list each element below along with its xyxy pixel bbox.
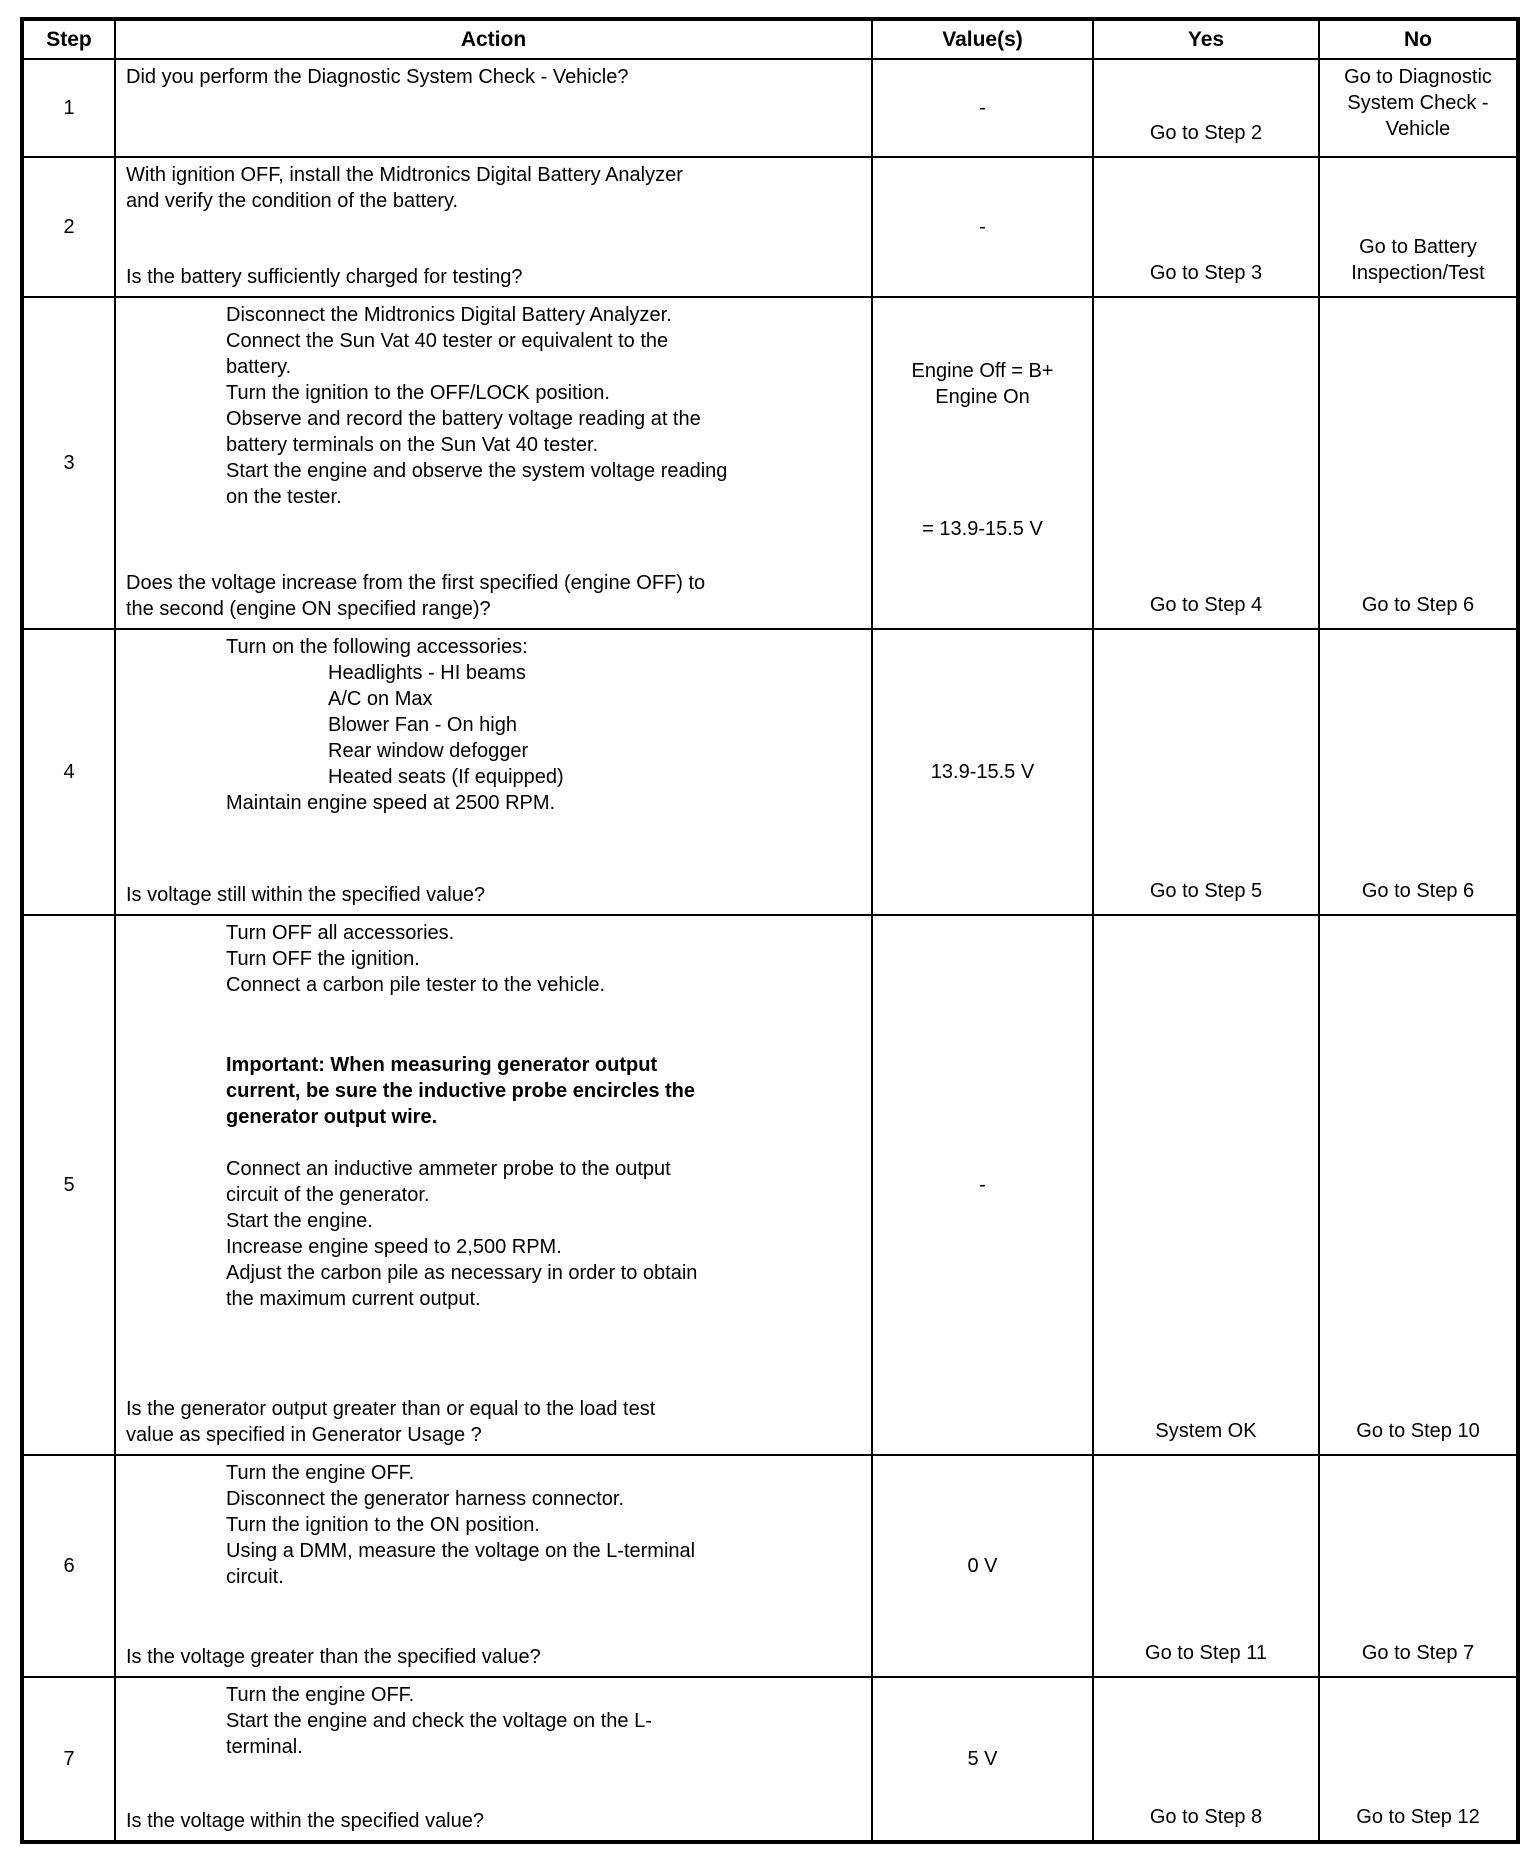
action-question: Does the voltage increase from the first specified (engine OFF) to the second (engine ON specified range)? xyxy=(126,572,706,620)
step-number: 2 xyxy=(22,157,115,297)
table-row-step-1 xyxy=(22,59,1518,157)
yes-cell: Go to Step 8 xyxy=(1093,1677,1319,1842)
step-number: 6 xyxy=(22,1455,115,1677)
action-question: Is voltage still within the specified value? xyxy=(126,884,486,906)
table-row-step-7 xyxy=(22,1677,1518,1842)
step-number: 5 xyxy=(22,915,115,1455)
action-step-line: Turn the engine OFF. xyxy=(226,1462,415,1484)
step-number: 7 xyxy=(22,1677,115,1842)
action-cell xyxy=(115,59,872,157)
action-question: Is the battery sufficiently charged for testing? xyxy=(126,266,523,288)
action-step-line: Adjust the carbon pile as necessary in order to obtain the maximum current output. xyxy=(226,1262,698,1310)
action-step-line: Observe and record the battery voltage reading at the battery terminals on the Sun Vat 40 tester. xyxy=(226,408,701,456)
action-step-line: Turn the engine OFF. xyxy=(226,1684,415,1706)
accessory-item: Headlights - HI beams xyxy=(328,662,526,684)
no-cell: Go to Step 10 xyxy=(1319,915,1518,1455)
table-row-step-2 xyxy=(22,157,1518,297)
action-step-line: Turn the ignition to the OFF/LOCK position. xyxy=(226,382,610,404)
action-step-line: Turn the ignition to the ON position. xyxy=(226,1514,540,1536)
header-no: No xyxy=(1319,19,1518,59)
value-cell: 13.9-15.5 V xyxy=(872,629,1093,915)
value-engine-states: Engine Off = B+ Engine On xyxy=(911,360,1054,408)
accessory-item: Rear window defogger xyxy=(328,740,529,762)
table-header-row xyxy=(22,19,1518,59)
action-question: Did you perform the Diagnostic System Check - Vehicle? xyxy=(126,66,629,88)
action-step-line: Maintain engine speed at 2500 RPM. xyxy=(226,792,556,814)
yes-cell: Go to Step 5 xyxy=(1093,629,1319,915)
table-row-step-5 xyxy=(22,915,1518,1455)
yes-cell: Go to Step 4 xyxy=(1093,297,1319,629)
action-question: Is the voltage within the specified value? xyxy=(126,1810,484,1832)
value-cell xyxy=(872,297,1093,629)
action-cell xyxy=(115,629,872,915)
header-values: Value(s) xyxy=(872,19,1093,59)
action-step-line: Connect the Sun Vat 40 tester or equivalent to the battery. xyxy=(226,330,669,378)
table-row-step-4 xyxy=(22,629,1518,915)
action-step-line: Start the engine and check the voltage on the L- terminal. xyxy=(226,1710,652,1758)
action-cell xyxy=(115,297,872,629)
action-step-line: Increase engine speed to 2,500 RPM. xyxy=(226,1236,562,1258)
accessory-item: A/C on Max xyxy=(328,688,433,710)
action-cell xyxy=(115,1677,872,1842)
action-instruction: With ignition OFF, install the Midtronics Digital Battery Analyzer and verify the condition of the battery. xyxy=(126,164,683,212)
no-cell: Go to Step 6 xyxy=(1319,629,1518,915)
value-cell: - xyxy=(872,157,1093,297)
action-cell xyxy=(115,1455,872,1677)
yes-cell: System OK xyxy=(1093,915,1319,1455)
step-number: 3 xyxy=(22,297,115,629)
important-note: Important: When measuring generator output current, be sure the inductive probe encircles the generator output wire. xyxy=(226,1054,696,1128)
action-step-line: Connect a carbon pile tester to the vehicle. xyxy=(226,974,606,996)
header-yes: Yes xyxy=(1093,19,1319,59)
action-step-line: Turn on the following accessories: xyxy=(226,636,528,658)
accessory-item: Blower Fan - On high xyxy=(328,714,517,736)
value-cell: 0 V xyxy=(872,1455,1093,1677)
no-cell: Go to Battery Inspection/Test xyxy=(1319,157,1518,297)
action-cell xyxy=(115,915,872,1455)
action-step-line: Start the engine. xyxy=(226,1210,373,1232)
action-question: Is the voltage greater than the specified value? xyxy=(126,1646,541,1668)
header-action: Action xyxy=(115,19,872,59)
no-cell: Go to Step 6 xyxy=(1319,297,1518,629)
action-cell xyxy=(115,157,872,297)
table-row-step-6 xyxy=(22,1455,1518,1677)
header-step: Step xyxy=(22,19,115,59)
action-step-line: Start the engine and observe the system voltage reading on the tester. xyxy=(226,460,728,508)
no-cell: Go to Diagnostic System Check - Vehicle xyxy=(1319,59,1518,157)
value-cell: - xyxy=(872,915,1093,1455)
value-cell: 5 V xyxy=(872,1677,1093,1842)
value-cell: - xyxy=(872,59,1093,157)
step-number: 4 xyxy=(22,629,115,915)
action-question: Is the generator output greater than or equal to the load test value as specified in Generator Usage ? xyxy=(126,1398,656,1446)
step-number: 1 xyxy=(22,59,115,157)
action-step-line: Turn OFF the ignition. xyxy=(226,948,420,970)
action-step-line: Connect an inductive ammeter probe to the output circuit of the generator. xyxy=(226,1158,671,1206)
yes-cell: Go to Step 11 xyxy=(1093,1455,1319,1677)
accessory-item: Heated seats (If equipped) xyxy=(328,766,564,788)
table-row-step-3 xyxy=(22,297,1518,629)
value-voltage-range: = 13.9-15.5 V xyxy=(922,518,1043,540)
action-step-line: Turn OFF all accessories. xyxy=(226,922,455,944)
yes-cell: Go to Step 3 xyxy=(1093,157,1319,297)
action-step-line: Disconnect the generator harness connector. xyxy=(226,1488,625,1510)
no-cell: Go to Step 7 xyxy=(1319,1455,1518,1677)
no-cell: Go to Step 12 xyxy=(1319,1677,1518,1842)
diagnostic-table xyxy=(20,17,1520,1844)
action-step-line: Disconnect the Midtronics Digital Battery Analyzer. xyxy=(226,304,672,326)
yes-cell: Go to Step 2 xyxy=(1093,59,1319,157)
action-step-line: Using a DMM, measure the voltage on the L-terminal circuit. xyxy=(226,1540,696,1588)
